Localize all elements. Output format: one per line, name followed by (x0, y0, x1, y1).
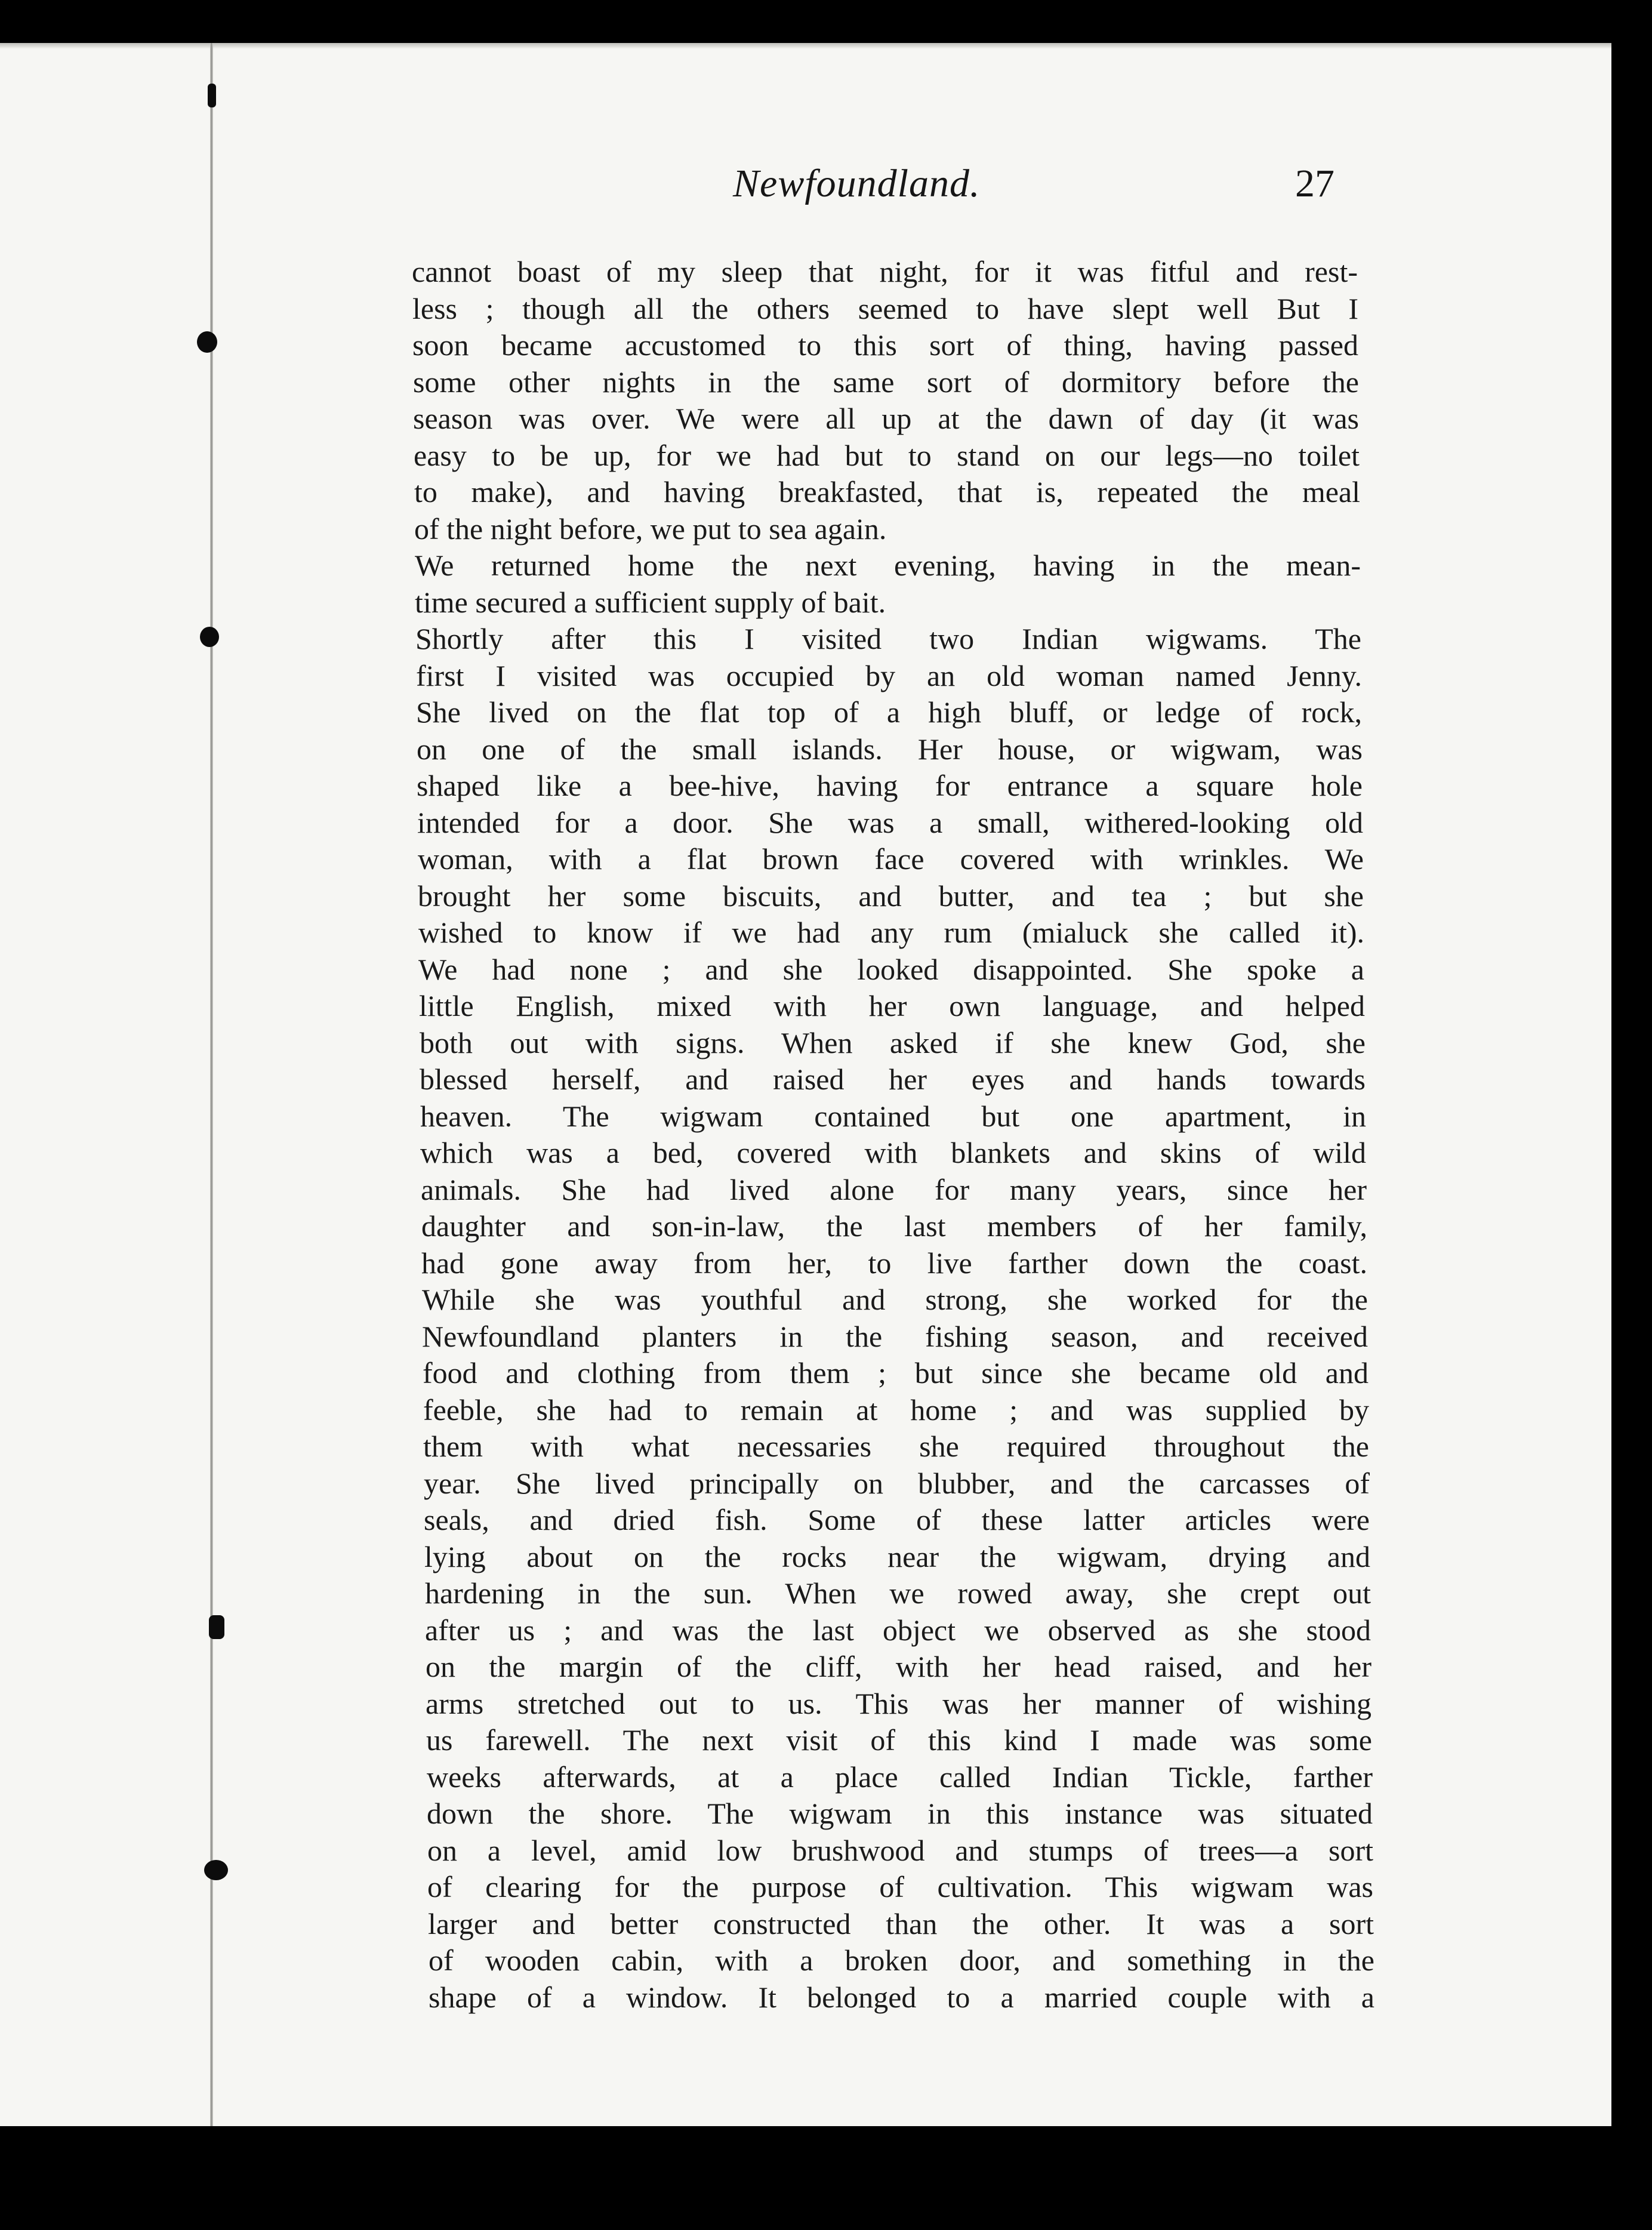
binding-hole (200, 627, 219, 647)
text-line: had gone away from her, to live farther down the coast. (421, 1246, 1367, 1280)
text-line: us farewell. The next visit of this kind I made was some (426, 1723, 1372, 1757)
text-line: seals, and dried fish. Some of these latter articles were (424, 1503, 1370, 1536)
binding-hole (208, 84, 216, 107)
text-line: animals. She had lived alone for many years, since her (421, 1173, 1367, 1206)
text-line: on a level, amid low brushwood and stumps of trees—a sort (427, 1834, 1373, 1867)
text-line: brought her some biscuits, and butter, and tea ; but she (418, 879, 1364, 913)
text-line: year. She lived principally on blubber, and the carcasses of (424, 1467, 1370, 1500)
text-line: of the night before, we put to sea again. (414, 512, 887, 546)
text-line: less ; though all the others seemed to have slept well But I (412, 292, 1358, 325)
text-line: larger and better constructed than the other. It was a sort (428, 1907, 1374, 1941)
text-line: time secured a sufficient supply of bait. (415, 586, 886, 619)
text-line: Shortly after this I visited two Indian wigwams. The (415, 622, 1361, 655)
text-line: arms stretched out to us. This was her manner of wishing (426, 1687, 1371, 1720)
text-line: soon became accustomed to this sort of thing, having passed (412, 328, 1358, 362)
text-line: easy to be up, for we had but to stand on our legs—no toilet (414, 439, 1360, 472)
binding-hole (197, 331, 217, 353)
text-line: shape of a window. It belonged to a married couple with a (429, 1980, 1374, 2014)
text-line: shaped like a bee-hive, having for entrance a square hole (417, 769, 1363, 802)
text-line: intended for a door. She was a small, withered-looking old (417, 806, 1363, 839)
text-line: woman, with a flat brown face covered with wrinkles. We (418, 842, 1364, 876)
text-line: on one of the small islands. Her house, or wigwam, was (417, 732, 1363, 766)
text-line: daughter and son-in-law, the last members of her family, (421, 1209, 1367, 1243)
text-line: weeks afterwards, at a place called Indian Tickle, farther (427, 1760, 1373, 1794)
text-line: of wooden cabin, with a broken door, and something in the (429, 1943, 1374, 1977)
text-line: food and clothing from them ; but since she became old and (423, 1356, 1369, 1390)
text-line: on the margin of the cliff, with her head raised, and her (426, 1650, 1371, 1683)
running-title: Newfoundland. (733, 162, 981, 205)
text-line: We had none ; and she looked disappointed. She spoke a (418, 953, 1364, 986)
text-line: down the shore. The wigwam in this instance was situated (427, 1797, 1373, 1830)
page-top-edge (0, 43, 1611, 49)
text-line: first I visited was occupied by an old woman named Jenny. (416, 659, 1362, 692)
binding-hole (209, 1615, 224, 1639)
text-line: Newfoundland planters in the fishing season, and received (422, 1320, 1368, 1353)
text-line: heaven. The wigwam contained but one apartment, in (420, 1099, 1366, 1133)
text-line: lying about on the rocks near the wigwam, drying and (424, 1540, 1370, 1573)
text-line: both out with signs. When asked if she knew God, she (420, 1026, 1366, 1059)
text-line: little English, mixed with her own language, and helped (419, 989, 1365, 1022)
text-line: While she was youthful and strong, she worked for the (422, 1283, 1368, 1316)
text-line: season was over. We were all up at the dawn of day (it was (413, 402, 1359, 435)
text-line: wished to know if we had any rum (mialuck she called it). (418, 916, 1364, 949)
text-line: after us ; and was the last object we observed as she stood (425, 1613, 1371, 1647)
text-line: feeble, she had to remain at home ; and was supplied by (423, 1393, 1369, 1427)
text-line: hardening in the sun. When we rowed away, she crept out (425, 1576, 1371, 1610)
text-line: blessed herself, and raised her eyes and hands towards (420, 1062, 1366, 1096)
text-line: to make), and having breakfasted, that is, repeated the meal (414, 475, 1360, 509)
text-line: She lived on the flat top of a high bluff, or ledge of rock, (416, 695, 1362, 729)
page-number: 27 (1295, 162, 1334, 205)
text-line: cannot boast of my sleep that night, for it was fitful and rest- (412, 255, 1358, 288)
text-line: We returned home the next evening, having in the mean- (415, 549, 1361, 582)
text-line: which was a bed, covered with blankets and skins of wild (420, 1136, 1366, 1169)
text-line: them with what necessaries she required throughout the (423, 1430, 1369, 1463)
text-line: of clearing for the purpose of cultivation. This wigwam was (427, 1870, 1373, 1903)
binding-hole (204, 1860, 228, 1880)
text-line: some other nights in the same sort of dormitory before the (413, 365, 1359, 399)
gutter-fold (210, 43, 213, 2126)
